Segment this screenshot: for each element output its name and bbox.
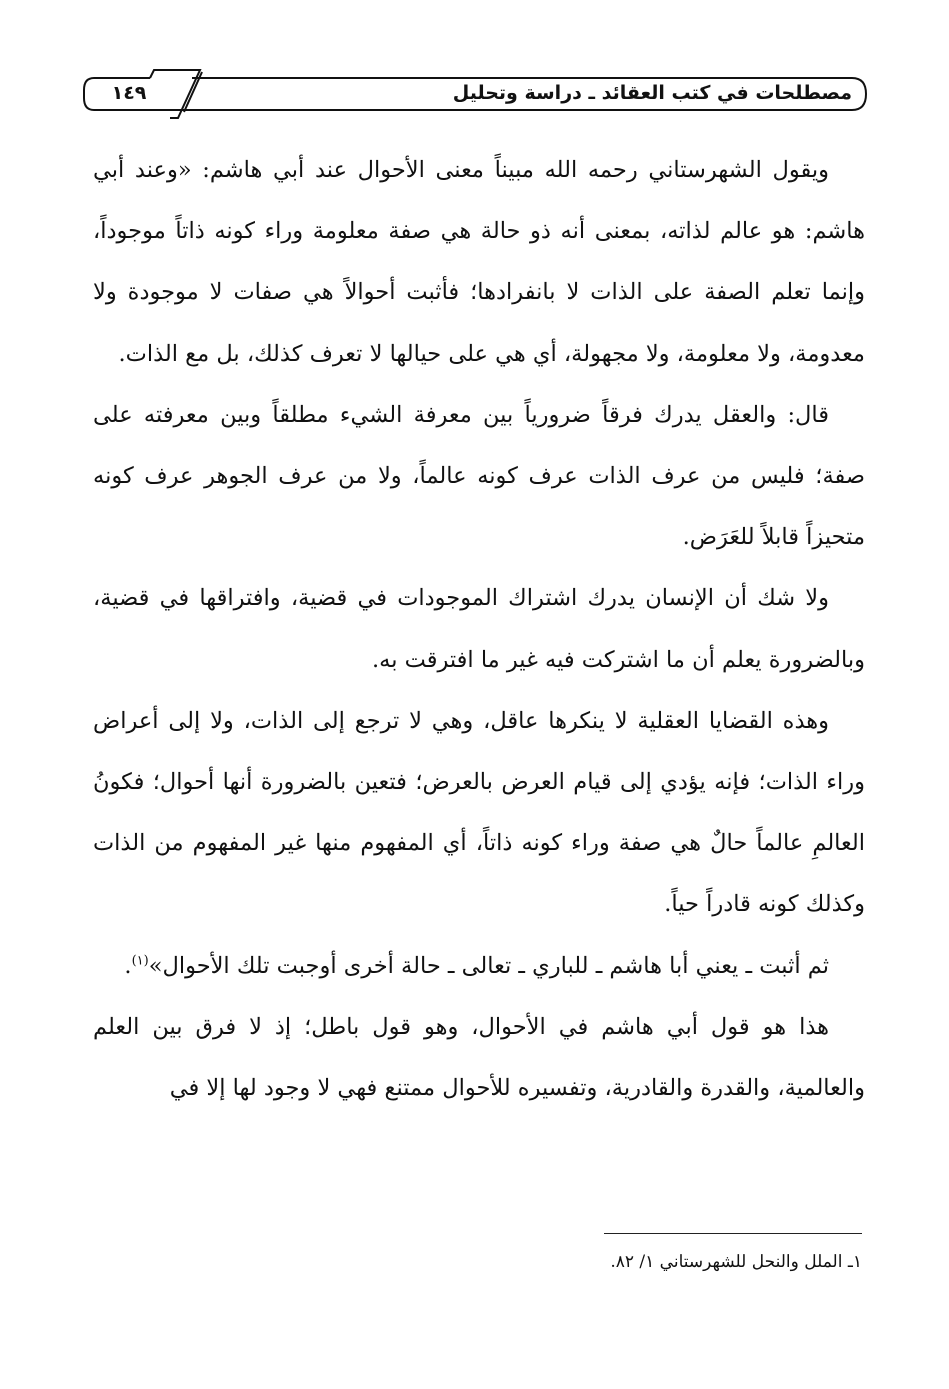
footnote-divider: [604, 1233, 862, 1234]
paragraph: ثم أثبت ـ يعني أبا هاشم ـ للباري ـ تعالى ـ حالة أخرى أوجبت تلك الأحوال»$^{(١)}$.: [124, 952, 829, 979]
page-header: [80, 68, 870, 120]
footnote: ١ـ الملل والنحل للشهرستاني ١/ ٨٢.: [610, 1252, 862, 1272]
paragraph: هذا هو قول أبي هاشم في الأحوال، وهو قول باطل؛ إذ لا فرق بين العلم والعالمية، والقدرة والقادرية، وتفسيره للأحوال ممتنع فهي لا وجود لها إلا في: [93, 1013, 865, 1102]
page-number: ١٤٩: [111, 82, 147, 104]
paragraph-text: ثم أثبت ـ يعني أبا هاشم ـ للباري ـ تعالى ـ حالة أخرى أوجبت تلك الأحوال»: [148, 952, 829, 979]
paragraph: قال: والعقل يدرك فرقاً ضرورياً بين معرفة الشيء مطلقاً وبين معرفته على صفة؛ فليس من عرف الذات عرف كونه عالماً، ولا من عرف الجوهر عرف كونه متحيزاً قابلاً للعَرَض.: [93, 401, 865, 551]
footnote-reference[interactable]: (١): [131, 953, 149, 969]
paragraph: ولا شك أن الإنسان يدرك اشتراك الموجودات في قضية، وافتراقها في قضية، وبالضرورة يعلم أن ما اشتركت فيه غير ما افترقت به.: [93, 585, 865, 673]
running-title: مصطلحات في كتب العقائد ـ دراسة وتحليل: [452, 82, 852, 104]
paragraph: ويقول الشهرستاني رحمه الله مبيناً معنى الأحوال عند أبي هاشم: «وعند أبي هاشم: هو عالم لذاته، بمعنى أنه ذو حالة هي صفة معلومة وراء كونه ذاتاً موجوداً، وإنما تعلم الصفة على الذات لا بانفرادها؛ فأثبت أحوالاً هي صفات لا موجودة ولا معدومة، ولا معلومة، ولا مجهولة، أي هي على حيالها لا تعرف كذلك، بل مع الذات.: [93, 157, 865, 367]
paragraph: وهذه القضايا العقلية لا ينكرها عاقل، وهي لا ترجع إلى الذات، ولا إلى أعراض وراء الذات؛ فإنه يؤدي إلى قيام العرض بالعرض؛ فتعين بالضرورة أنها أحوال؛ فكونُ العالمِ عالماً حالٌ هي صفة وراء كونه ذاتاً، أي المفهوم منها غير المفهوم من الذات وكذلك كونه قادراً حياً.: [93, 707, 865, 918]
main-text: [93, 140, 865, 1119]
